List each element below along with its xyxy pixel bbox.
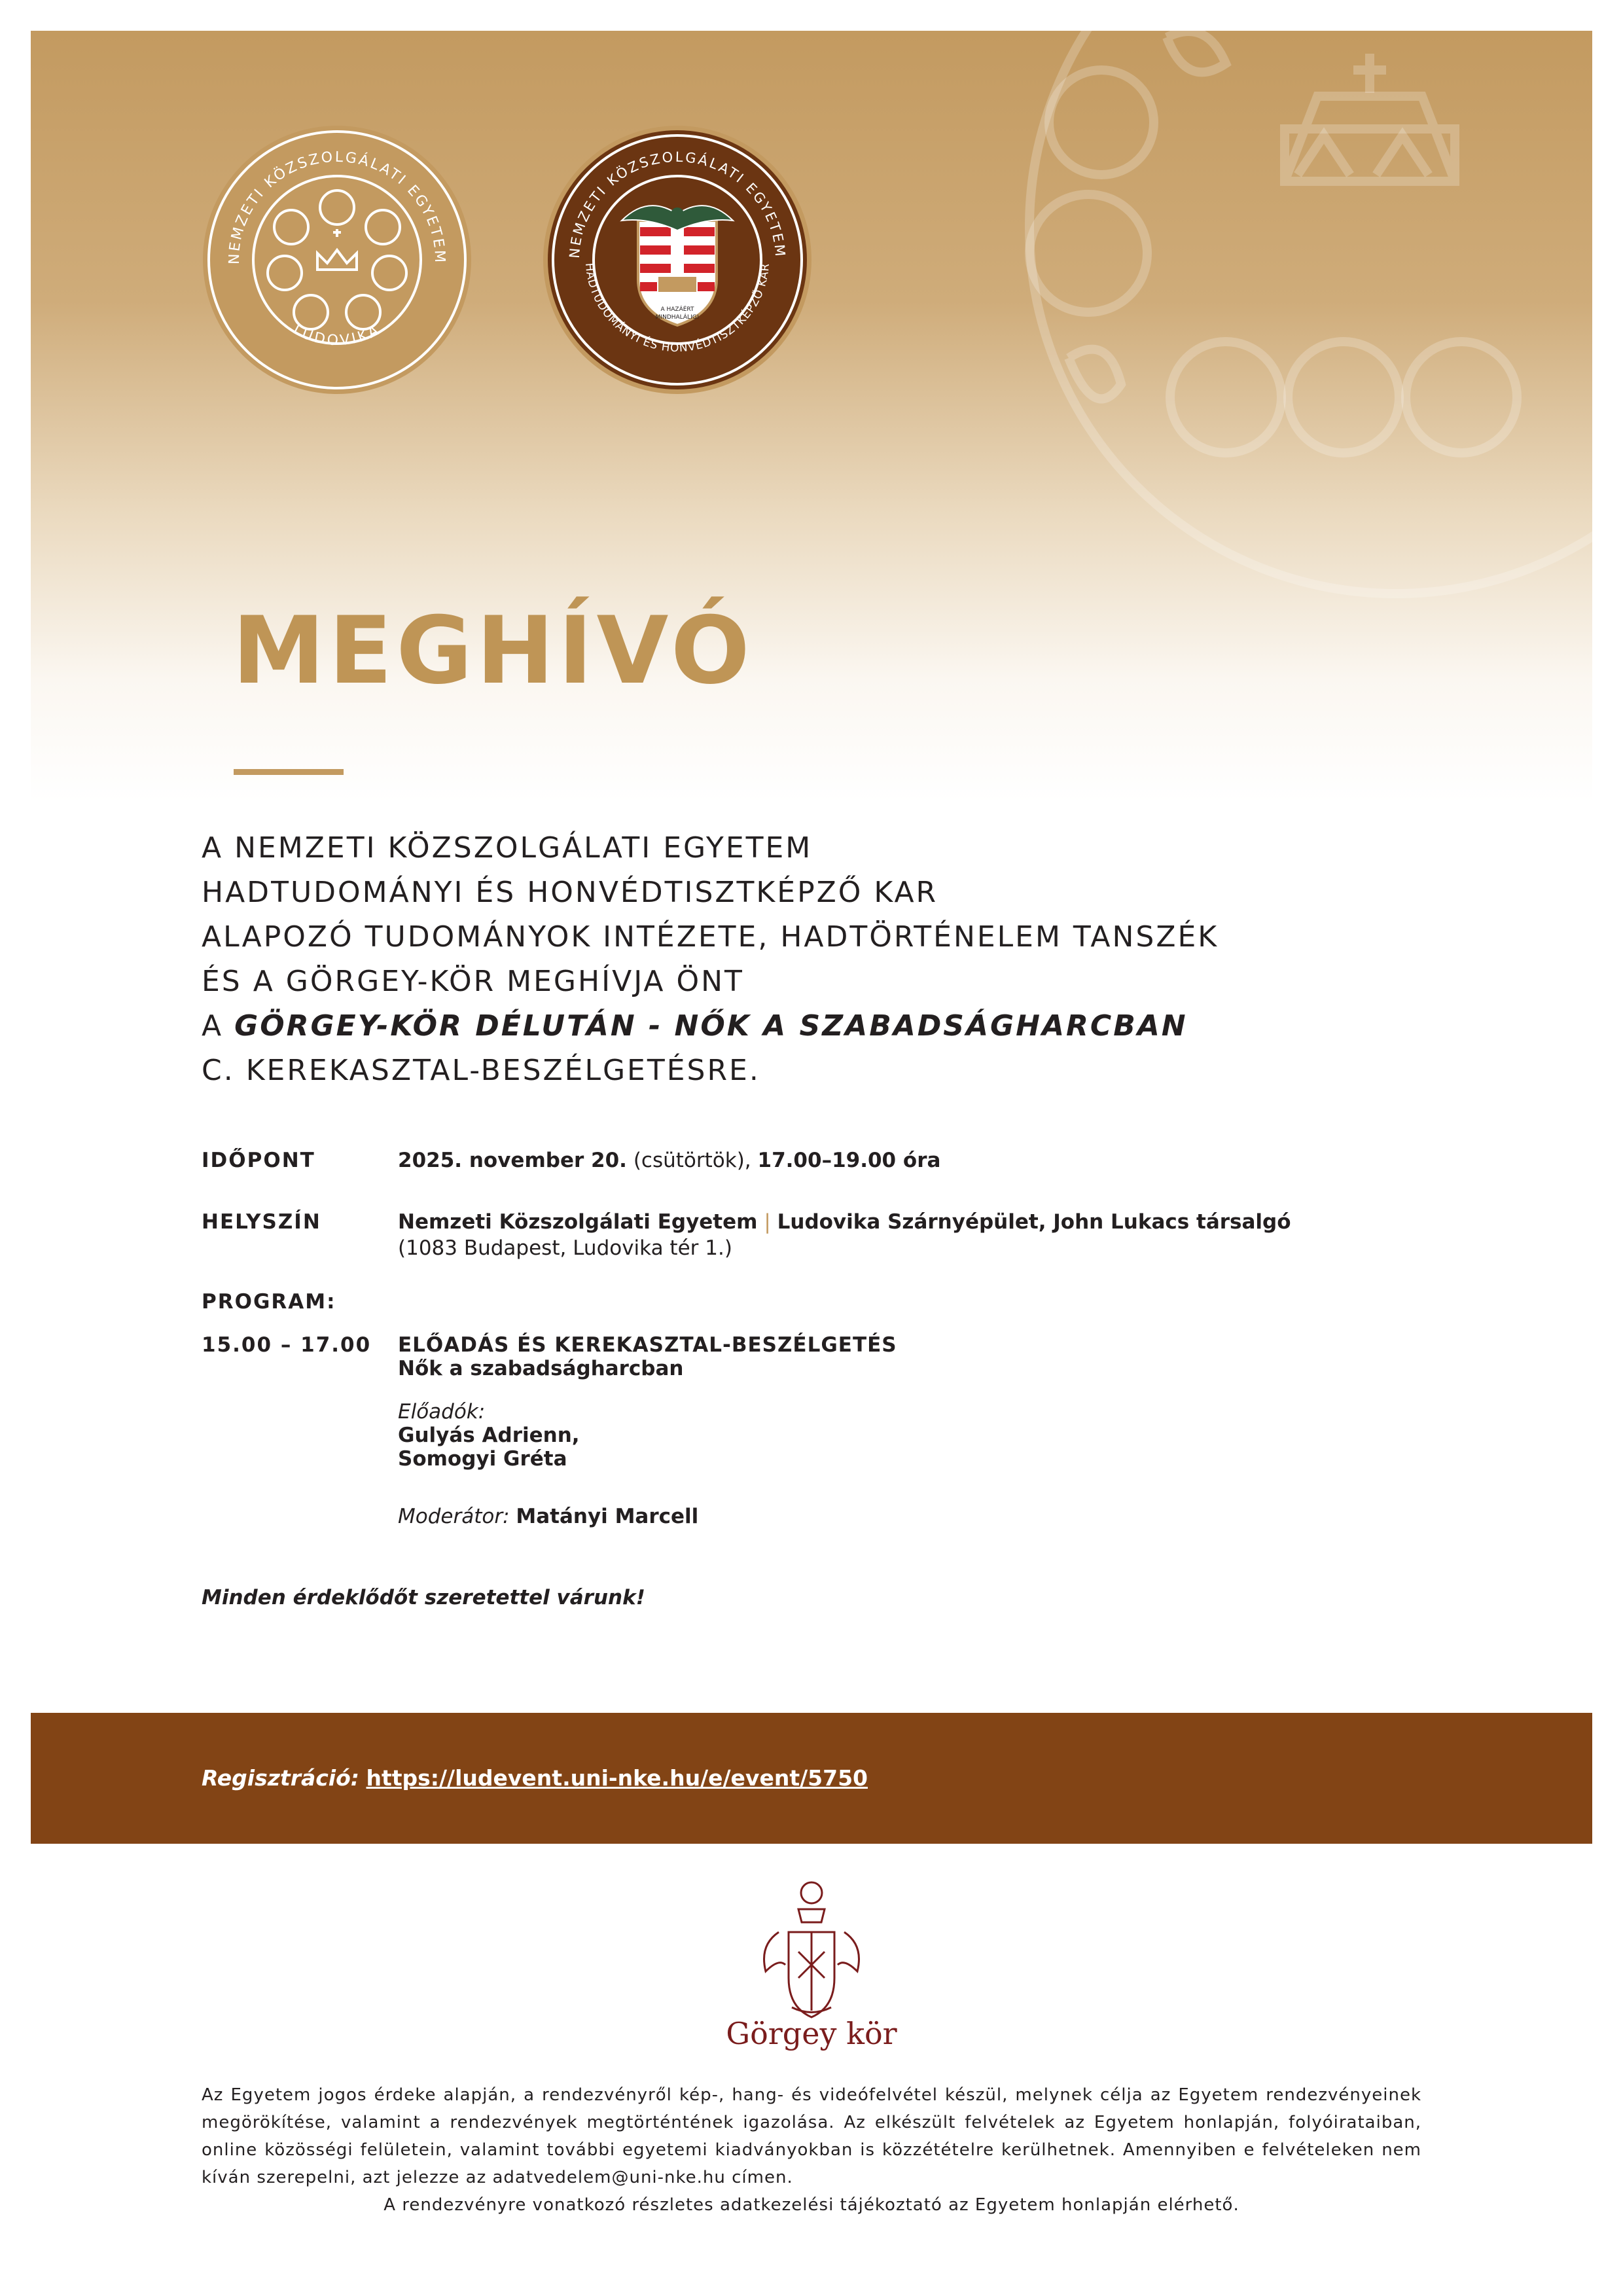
ornament-watermark-icon — [1003, 31, 1592, 620]
program-title: ELŐADÁS ÉS KEREKASZTAL-BESZÉLGETÉS — [398, 1333, 897, 1357]
speakers-label: Előadók: — [398, 1400, 486, 1424]
moderator-line — [398, 1505, 1445, 1528]
time-label: IDŐPONT — [202, 1149, 315, 1172]
program-subtitle: Nők a szabadságharcban — [398, 1357, 684, 1380]
registration-bar — [31, 1713, 1592, 1844]
place-label: HELYSZÍN — [202, 1210, 321, 1234]
invitation-text — [202, 826, 1445, 1093]
event-day: (csütörtök), — [633, 1149, 751, 1172]
svg-text:NEMZETI KÖZSZOLGÁLATI EGYETEM: NEMZETI KÖZSZOLGÁLATI EGYETEM — [226, 149, 448, 265]
title-underline — [234, 769, 344, 775]
program-value — [398, 1333, 1445, 1528]
privacy-disclaimer — [202, 2081, 1421, 2219]
intro-line: A NEMZETI KÖZSZOLGÁLATI EGYETEM — [202, 831, 813, 865]
welcome-text: Minden érdeklődőt szeretettel várunk! — [202, 1586, 645, 1609]
speaker-name: Somogyi Gréta — [398, 1447, 567, 1471]
registration-label: Regisztráció: — [202, 1765, 359, 1791]
registration-line — [202, 1765, 868, 1791]
intro-line-event — [202, 1004, 1445, 1049]
event-details — [202, 1149, 1445, 1609]
event-title: GÖRGEY-KÖR DÉLUTÁN - NŐK A SZABADSÁGHARCBAN — [234, 1009, 1188, 1043]
svg-text:A HAZÁÉRT: A HAZÁÉRT — [660, 306, 694, 313]
program-time: 15.00 – 17.00 — [202, 1333, 372, 1357]
intro-line: HADTUDOMÁNYI ÉS HONVÉDTISZTKÉPZŐ KAR — [202, 876, 938, 909]
event-hours: 17.00–19.00 óra — [757, 1149, 941, 1172]
place-address: (1083 Budapest, Ludovika tér 1.) — [398, 1236, 732, 1260]
program-heading-row — [202, 1290, 1445, 1314]
disclaimer-paragraph: Az Egyetem jogos érdeke alapján, a rendezvényről kép-, hang- és videófelvétel készül, melynek célja az Egyetem rendezvényeinek megörökítése, valamint a rendezvények megtörténtének igazolása. Az elkészült felvételek az Egyetem honlapján, folyóirataiban, online közösségi felületein, valamint további egyetemi kiadványokban is közzétételre kerülhetnek. Amennyiben e felvételeken nem kíván szerepelni, azt jelezze az adatvedelem@uni-nke.hu címen. — [202, 2085, 1421, 2187]
place-separator: | — [764, 1210, 771, 1234]
intro-line: C. KEREKASZTAL-BESZÉLGETÉSRE. — [202, 1054, 760, 1087]
intro-prefix: A — [202, 1009, 224, 1043]
program-label: PROGRAM: — [202, 1290, 336, 1314]
time-row — [202, 1149, 1445, 1172]
program-row — [202, 1333, 1445, 1528]
svg-text:MINDHALÁLIG!: MINDHALÁLIG! — [655, 314, 700, 321]
time-value — [398, 1149, 1445, 1172]
intro-line: ÉS A GÖRGEY-KÖR MEGHÍVJA ÖNT — [202, 965, 744, 998]
place-value — [398, 1210, 1445, 1260]
speaker-name: Gulyás Adrienn, — [398, 1424, 580, 1447]
page-title: MEGHÍVÓ — [232, 597, 754, 705]
place-row — [202, 1210, 1445, 1260]
intro-line: ALAPOZÓ TUDOMÁNYOK INTÉZETE, HADTÖRTÉNELEM TANSZÉK — [202, 920, 1219, 954]
place-name: Nemzeti Közszolgálati Egyetem — [398, 1210, 758, 1234]
gorgey-kor-logo-text: Görgey kör — [726, 2016, 897, 2051]
nke-ludovika-logo — [200, 122, 474, 397]
hhk-faculty-logo — [540, 122, 815, 397]
svg-text:HADTUDOMÁNYI ÉS HONVÉDTISZTKÉP: HADTUDOMÁNYI ÉS HONVÉDTISZTKÉPZŐ KAR — [582, 262, 773, 355]
moderator-label: Moderátor: — [398, 1505, 510, 1528]
place-room: Ludovika Szárnyépület, John Lukacs társalgó — [777, 1210, 1291, 1234]
registration-link[interactable]: https://ludevent.uni-nke.hu/e/event/5750 — [366, 1765, 868, 1791]
svg-text:LUDOVIKA: LUDOVIKA — [290, 321, 384, 350]
header-banner — [31, 31, 1592, 803]
moderator-name: Matányi Marcell — [516, 1505, 699, 1528]
event-date: 2025. november 20. — [398, 1149, 627, 1172]
disclaimer-last-line: A rendezvényre vonatkozó részletes adatkezelési tájékoztató az Egyetem honlapján elérhető. — [383, 2195, 1240, 2215]
svg-text:NEMZETI KÖZSZOLGÁLATI EGYETEM: NEMZETI KÖZSZOLGÁLATI EGYETEM — [566, 149, 789, 259]
